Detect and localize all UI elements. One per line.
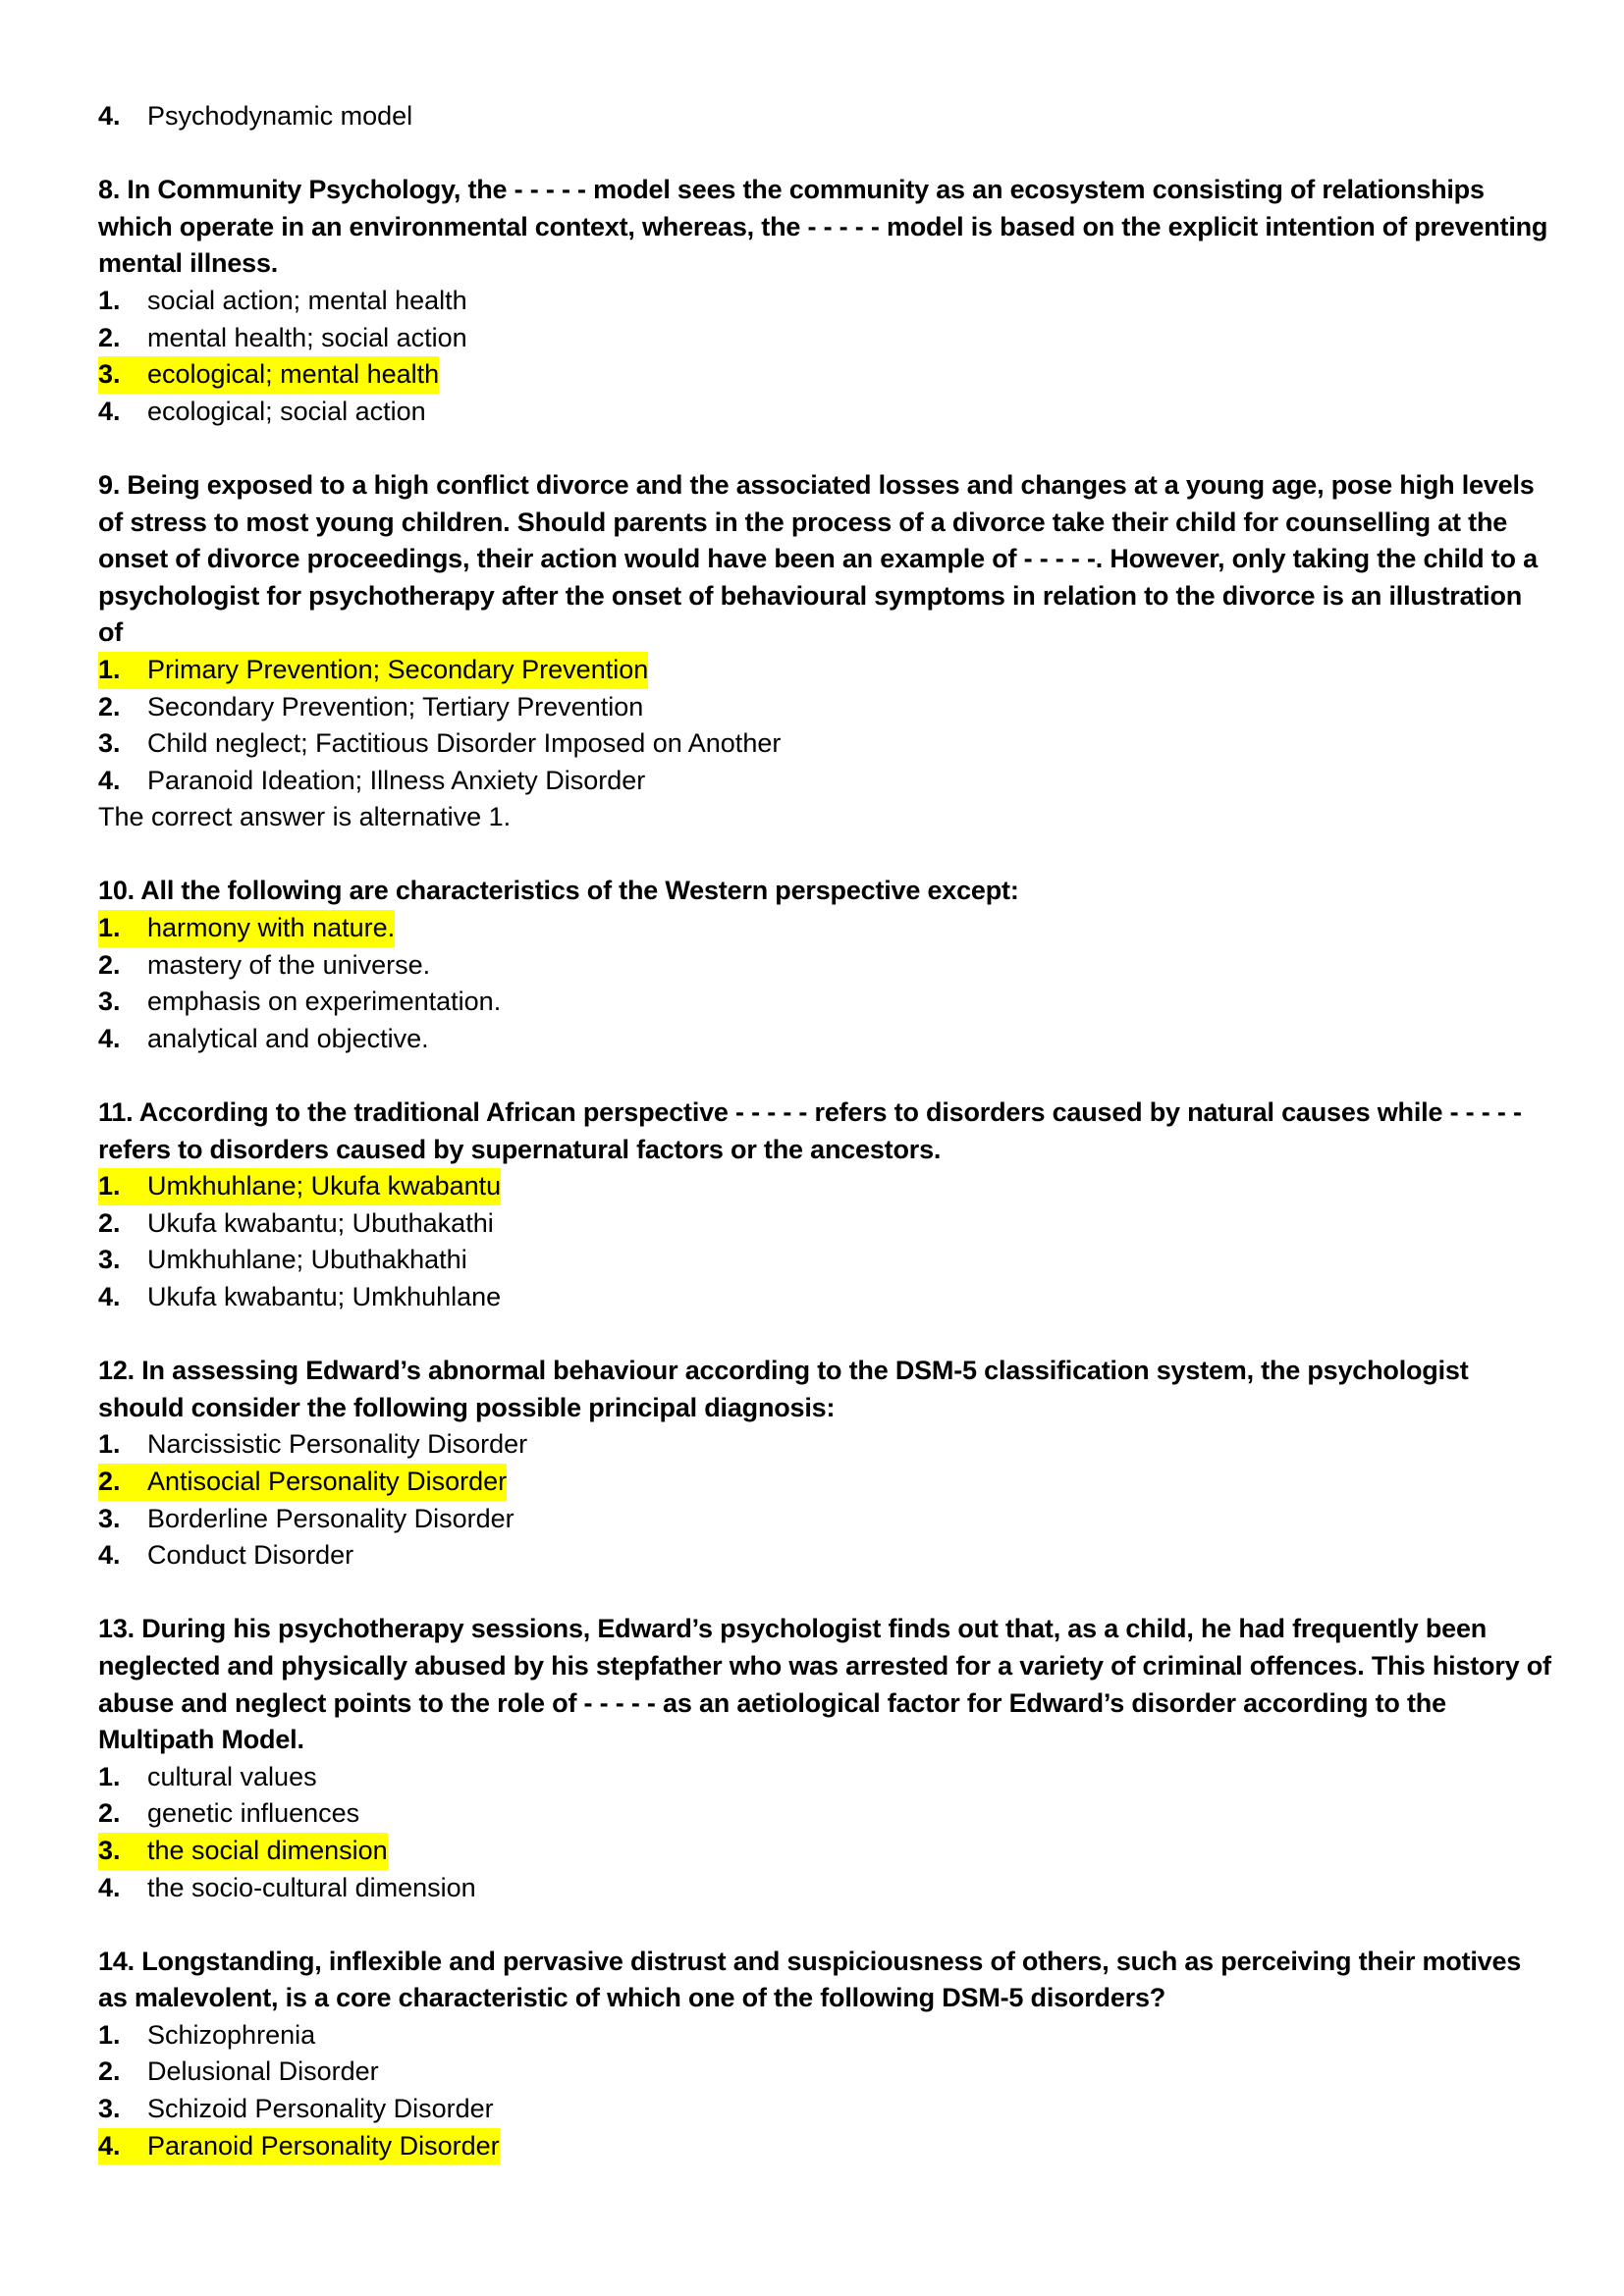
option-text: Psychodynamic model — [147, 101, 413, 131]
q13-option-2: 2. genetic influences — [98, 1798, 360, 1829]
q11-option-2: 2. Ukufa kwabantu; Ubuthakathi — [98, 1207, 494, 1238]
q9-answer-note: The correct answer is alternative 1. — [98, 802, 512, 832]
q9-option-1-highlighted: 1. Primary Prevention; Secondary Prevention — [98, 652, 1551, 689]
q11-option-4: 4. Ukufa kwabantu; Umkhuhlane — [98, 1282, 502, 1311]
q9-option-2: 2. Secondary Prevention; Tertiary Prevention — [98, 691, 644, 721]
q10-option-2: 2. mastery of the universe. — [98, 949, 431, 980]
q14-option-1: 1. Schizophrenia — [98, 2019, 316, 2050]
q14-option-2: 2. Delusional Disorder — [98, 2056, 379, 2087]
q11-option-1-highlighted: 1. Umkhuhlane; Ukufa kwabantu — [98, 1168, 1551, 1205]
option-number: 4. — [98, 101, 121, 131]
q10-option-1-highlighted: 1. harmony with nature. — [98, 910, 1551, 947]
q9-option-4: 4. Paranoid Ideation; Illness Anxiety Disorder — [98, 765, 646, 795]
question-9-stem: 9. Being exposed to a high conflict divorce and the associated losses and changes at a young age, pose high levels of stress to most young children. Should parents in the process of a divorce take their child for counselling at the onset of divorce proceedings, their action would have been an example of - - - - -. However, only taking the child to a psychologist for psychotherapy after the onset of behavioural symptoms in relation to the divorce is an illustration of — [98, 469, 1538, 648]
q8-option-3-highlighted: 3. ecological; mental health — [98, 356, 1551, 394]
q11-option-3: 3. Umkhuhlane; Ubuthakhathi — [98, 1245, 467, 1275]
q14-option-3: 3. Schizoid Personality Disorder — [98, 2094, 494, 2124]
previous-question-option-4 — [98, 98, 1551, 135]
question-11-stem: 11. According to the traditional African perspective - - - - - refers to disorders caused by natural causes while - - - - - refers to disorders caused by supernatural factors or the ancestors. — [98, 1097, 1522, 1164]
question-14-stem: 14. Longstanding, inflexible and pervasive distrust and suspiciousness of others, such as perceiving their motives as malevolent, is a core characteristic of which one of the following DSM-5 disorders? — [98, 1946, 1522, 2013]
q12-option-3: 3. Borderline Personality Disorder — [98, 1503, 514, 1533]
q9-option-3: 3. Child neglect; Factitious Disorder Imposed on Another — [98, 728, 782, 759]
q8-option-4: 4. ecological; social action — [98, 396, 426, 426]
question-13-stem: 13. During his psychotherapy sessions, Edward’s psychologist finds out that, as a child, he had frequently been neglected and physically abused by his stepfather who was arrested for a variety of criminal offences. This history of abuse and neglect points to the role of - - - - - as an aetiological factor for Edward’s disorder according to the Multipath Model. — [98, 1614, 1551, 1755]
q13-option-4: 4. the socio-cultural dimension — [98, 1872, 476, 1902]
q13-option-3-highlighted: 3. the social dimension — [98, 1833, 1551, 1870]
q13-option-1: 1. cultural values — [98, 1761, 317, 1791]
q10-option-4: 4. analytical and objective. — [98, 1023, 429, 1053]
q12-option-2-highlighted: 2. Antisocial Personality Disorder — [98, 1464, 1551, 1501]
question-8-stem: 8. In Community Psychology, the - - - - - model sees the community as an ecosystem consisting of relationships which operate in an environmental context, whereas, the - - - - - model is based on the explicit intention of preventing mental illness. — [98, 175, 1548, 279]
q8-option-1: 1. social action; mental health — [98, 285, 467, 315]
q14-option-4-highlighted: 4. Paranoid Personality Disorder — [98, 2128, 1551, 2165]
document-page — [98, 98, 1551, 2164]
q8-option-2: 2. mental health; social action — [98, 322, 467, 352]
q10-option-3: 3. emphasis on experimentation. — [98, 987, 502, 1017]
q12-option-4: 4. Conduct Disorder — [98, 1540, 354, 1571]
question-10-stem: 10. All the following are characteristics of the Western perspective except: — [98, 876, 1019, 906]
q12-option-1: 1. Narcissistic Personality Disorder — [98, 1429, 528, 1460]
question-12-stem: 12. In assessing Edward’s abnormal behaviour according to the DSM-5 classification system, the psychologist should consider the following possible principal diagnosis: — [98, 1356, 1469, 1422]
